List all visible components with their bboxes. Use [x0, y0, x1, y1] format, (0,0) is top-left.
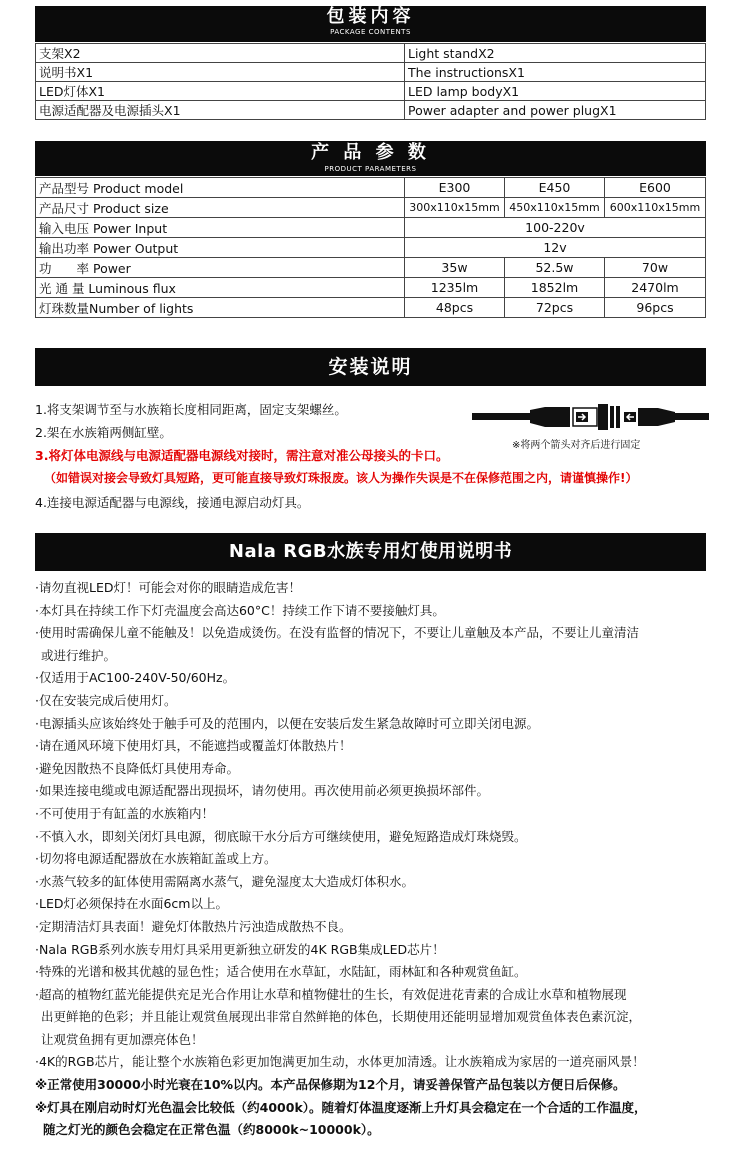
package-table: [35, 43, 706, 120]
list-item: ·特殊的光谱和极其优越的显色性；适合使用在水草缸，水陆缸，雨林缸和各种观赏鱼缸。: [35, 964, 527, 980]
list-item: ·避免因散热不良降低灯具使用寿命。: [35, 760, 239, 776]
table-row: [36, 82, 706, 101]
table-row: [36, 298, 706, 318]
power-e600: 70w: [605, 258, 706, 278]
power-label: 功 率 Power: [36, 258, 405, 278]
list-item: ·本灯具在持续工作下灯壳温度会高达60°C！持续工作下请不要接触灯具。: [35, 602, 445, 618]
lights-e600: 96pcs: [605, 298, 706, 318]
connector-diagram: [470, 400, 710, 440]
flux-e450: 1852lm: [505, 278, 605, 298]
plug-female: [638, 408, 675, 426]
flux-e600: 2470lm: [605, 278, 706, 298]
output-value: 12v: [405, 238, 706, 258]
list-item: ·如果连接电缆或电源适配器出现损坏，请勿使用。再次使用前必须更换损坏部件。: [35, 783, 489, 799]
package-cell-cn: 说明书X1: [36, 63, 405, 82]
list-item: ·电源插头应该始终处于触手可及的范围内，以便在安装后发生紧急故障时可立即关闭电源。: [35, 715, 539, 731]
list-item: ·不可使用于有缸盖的水族箱内！: [35, 805, 214, 821]
manual-title: Nala RGB水族专用灯使用说明书: [228, 541, 513, 562]
package-cell-en: Power adapter and power plugX1: [405, 101, 706, 120]
params-title: 产 品 参 数: [311, 142, 430, 163]
cable-right: [675, 413, 709, 420]
package-header: [35, 6, 706, 42]
table-row: [36, 238, 706, 258]
package-title: 包装内容: [326, 6, 415, 27]
params-table: [35, 177, 706, 318]
list-item: ·请勿直视LED灯！可能会对你的眼睛造成危害！: [35, 580, 301, 595]
install-header: [35, 348, 706, 386]
table-row: [36, 44, 706, 63]
manual-list: [35, 577, 713, 1142]
list-item: 让观赏鱼拥有更加漂亮体色！: [41, 1031, 204, 1047]
params-header: [35, 141, 706, 176]
list-item: ·不慎入水，即刻关闭灯具电源，彻底晾干水分后方可继续使用，避免短路造成灯珠烧毁。: [35, 828, 527, 844]
manual-header: [35, 533, 706, 571]
table-row: [36, 218, 706, 238]
package-subtitle: PACKAGE CONTENTS: [330, 28, 411, 36]
power-e450: 52.5w: [505, 258, 605, 278]
list-item: ·使用时需确保儿童不能触及！以免造成烫伤。在没有监督的情况下，不要让儿童触及本产品，不要让儿童清洁: [35, 625, 639, 641]
package-cell-en: The instructionsX1: [405, 63, 706, 82]
socket-ring: [598, 404, 608, 430]
model-e600: E600: [605, 178, 706, 198]
list-item: ·仅在安装完成后使用灯。: [35, 692, 177, 708]
warranty-note: ※正常使用30000小时光衰在10%以内。本产品保修期为12个月，请妥善保管产品包装以方便日后保修。: [35, 1077, 626, 1093]
package-cell-cn: 电源适配器及电源插头X1: [36, 101, 405, 120]
cable-left: [472, 413, 530, 420]
size-e450: 450x110x15mm: [505, 198, 605, 218]
lights-label: 灯珠数量Number of lights: [36, 298, 405, 318]
install-warning: （如错误对接会导致灯具短路，更可能直接导致灯珠报废。该人为操作失误是不在保修范围之内，请谨慎操作!）: [44, 471, 638, 485]
params-subtitle: PRODUCT PARAMETERS: [324, 165, 417, 173]
list-item: ·Nala RGB系列水族专用灯具采用更新独立研发的4K RGB集成LED芯片！: [35, 941, 445, 957]
list-item: ·LED灯必须保持在水面6cm以上。: [35, 896, 228, 912]
table-row: [36, 178, 706, 198]
list-item: 或进行维护。: [41, 647, 117, 663]
install-step-1: 1.将支架调节至与水族箱长度相同距离，固定支架螺丝。: [35, 402, 347, 417]
input-value: 100-220v: [405, 218, 706, 238]
diagram-note: ※将两个箭头对齐后进行固定: [512, 440, 641, 451]
table-row: [36, 198, 706, 218]
size-e300: 300x110x15mm: [405, 198, 505, 218]
list-item: ·4K的RGB芯片，能让整个水族箱色彩更加饱满更加生动，水体更加清透。让水族箱成为家居的一道亮丽风景！: [35, 1054, 645, 1070]
install-title: 安装说明: [328, 356, 413, 378]
list-item: ·定期清洁灯具表面！避免灯体散热片污浊造成散热不良。: [35, 918, 352, 934]
install-step-4: 4.连接电源适配器与电源线，接通电源启动灯具。: [35, 495, 310, 510]
install-step-3: 3.将灯体电源线与电源适配器电源线对接时，需注意对准公母接头的卡口。: [35, 448, 449, 463]
list-item: ·超高的植物红蓝光能提供充足光合作用让水草和植物健壮的生长，有效促进花青素的合成让水草和植物展现: [35, 986, 627, 1002]
model-label: 产品型号 Product model: [36, 178, 405, 198]
lights-e300: 48pcs: [405, 298, 505, 318]
package-cell-cn: 支架X2: [36, 44, 405, 63]
color-temp-note-cont: 随之灯光的颜色会稳定在正常色温（约8000k~10000k）。: [43, 1122, 380, 1138]
table-row: [36, 278, 706, 298]
list-item: ·切勿将电源适配器放在水族箱缸盖或上方。: [35, 851, 277, 867]
color-temp-note: ※灯具在刚启动时灯光色温会比较低（约4000k）。随着灯体温度逐渐上升灯具会稳定在一个合适的工作温度，: [35, 1099, 647, 1115]
flux-e300: 1235lm: [405, 278, 505, 298]
table-row: [36, 258, 706, 278]
lights-e450: 72pcs: [505, 298, 605, 318]
flux-label: 光 通 量 Luminous flux: [36, 278, 405, 298]
package-cell-cn: LED灯体X1: [36, 82, 405, 101]
size-label: 产品尺寸 Product size: [36, 198, 405, 218]
install-step-2: 2.架在水族箱两侧缸壁。: [35, 425, 172, 440]
table-row: [36, 63, 706, 82]
list-item: ·水蒸气较多的缸体使用需隔离水蒸气，避免湿度太大造成灯体积水。: [35, 873, 414, 889]
size-e600: 600x110x15mm: [605, 198, 706, 218]
list-item: ·请在通风环境下使用灯具，不能遮挡或覆盖灯体散热片！: [35, 738, 352, 754]
package-cell-en: Light standX2: [405, 44, 706, 63]
list-item: 出更鲜艳的色彩；并且能让观赏鱼展现出非常自然鲜艳的体色，长期使用还能明显增加观赏鱼体表色素沉淀，: [41, 1009, 642, 1025]
power-e300: 35w: [405, 258, 505, 278]
plug-male: [530, 407, 570, 427]
model-e450: E450: [505, 178, 605, 198]
output-label: 输出功率 Power Output: [36, 238, 405, 258]
input-label: 输入电压 Power Input: [36, 218, 405, 238]
table-row: [36, 101, 706, 120]
package-cell-en: LED lamp bodyX1: [405, 82, 706, 101]
model-e300: E300: [405, 178, 505, 198]
list-item: ·仅适用于AC100-240V-50/60Hz。: [35, 670, 236, 686]
